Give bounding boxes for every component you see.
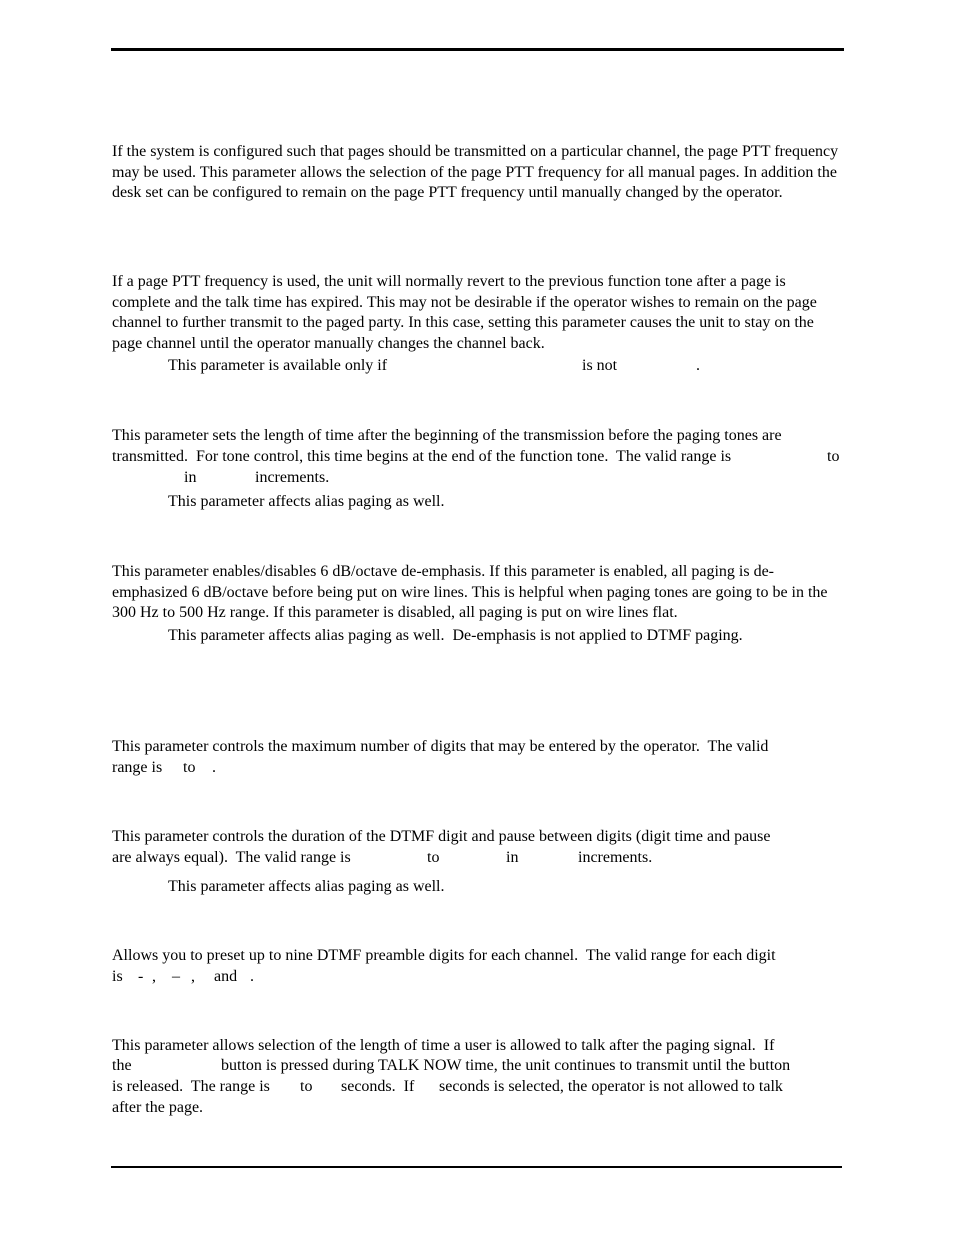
paragraph-line: This parameter controls the duration of the DTMF digit and pause between digits (digit time and pause [112,828,771,845]
de-emphasis-note: This parameter affects alias paging as well. De-emphasis is not applied to DTMF paging. [168,627,743,644]
stay-on-page-channel-paragraph [112,272,844,354]
paragraph-fragment: increments. [578,849,653,866]
paragraph-line: Allows you to preset up to nine DTMF preamble digits for each channel. The valid range for each digit [112,947,776,964]
note-text: is not [582,357,618,374]
paragraph-line: This parameter allows selection of the length of time a user is allowed to talk after the paging signal. If [112,1037,775,1054]
dtmf-duration-note: This parameter affects alias paging as well. [168,878,445,895]
paragraph-fragment: - [138,968,144,985]
paragraph-text: If a page PTT frequency is used, the unit will normally revert to the previous function tone after a page is complete and the talk time has expired. This may not be desirable if the operator wishes to remain on the page channel to further transmit to the paged party. In this case, setting this parameter causes the unit to stay on the page channel until the operator manually changes the channel back. [112,273,817,352]
paragraph-fragment: in [184,469,197,486]
paragraph-text: If the system is configured such that pages should be transmitted on a particular channel, the page PTT frequency may be used. This parameter allows the selection of the page PTT frequency for all manual pages. In addition the desk set can be configured to remain on the page PTT frequency until manually changed by the operator. [112,143,839,201]
paragraph-fragment: to [427,849,440,866]
paragraph-text: This parameter enables/disables 6 dB/octave de-emphasis. If this parameter is enabled, all paging is de-emphasized 6 dB/octave before being put on wire lines. This is helpful when paging tones are going to be in the 300 Hz to 500 Hz range. If this parameter is disabled, all paging is put on wire lines flat. [112,563,828,621]
paragraph-fragment: – [172,968,180,985]
paragraph-fragment: to [827,448,840,465]
paragraph-fragment: is released. The range is [112,1078,270,1095]
paragraph-line: This parameter sets the length of time after the beginning of the transmission before the paging tones are [112,427,782,444]
paragraph-line: after the page. [112,1099,204,1116]
paragraph-fragment: in [506,849,519,866]
paragraph-fragment: increments. [255,469,330,486]
page-ptt-frequency-paragraph [112,142,844,204]
paragraph-fragment: seconds is selected, the operator is not allowed to talk [439,1078,783,1095]
paragraph-fragment: button is pressed during TALK NOW time, the unit continues to transmit until the button [221,1057,791,1074]
paragraph-fragment: range is [112,759,163,776]
paragraph-line: This parameter controls the maximum number of digits that may be entered by the operator. The valid [112,738,769,755]
page-delay-note: This parameter affects alias paging as well. [168,493,445,510]
footer-rule [111,1166,842,1168]
paragraph-line: transmitted. For tone control, this time begins at the end of the function tone. The valid range is [112,448,732,465]
paragraph-fragment: . [250,968,254,985]
paragraph-fragment: seconds. If [341,1078,415,1095]
note-text: This parameter is available only if [168,357,388,374]
header-rule [111,48,844,51]
note-text: . [696,357,700,374]
paragraph-fragment: to [300,1078,313,1095]
de-emphasis-paragraph [112,562,844,624]
paragraph-fragment: and [214,968,238,985]
paragraph-fragment: to [183,759,196,776]
paragraph-fragment: , [152,968,156,985]
paragraph-fragment: . [212,759,216,776]
paragraph-fragment: are always equal). The valid range is [112,849,351,866]
paragraph-fragment: the [112,1057,132,1074]
paragraph-fragment: , [191,968,195,985]
paragraph-fragment: is [112,968,123,985]
